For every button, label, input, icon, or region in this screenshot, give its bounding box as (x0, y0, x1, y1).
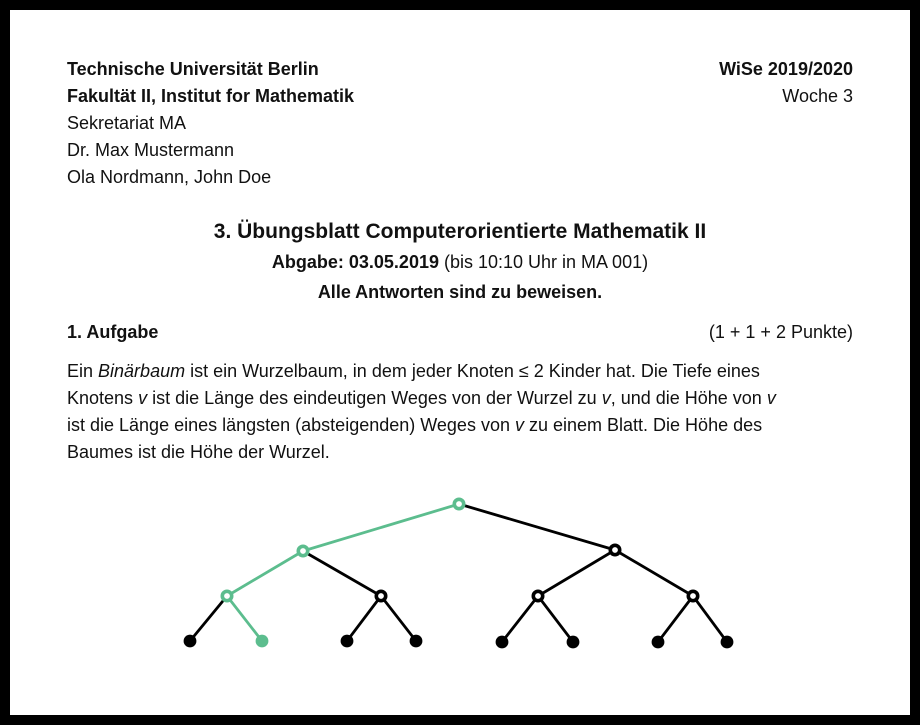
task-row (67, 319, 853, 346)
text-run: Baumes ist die Höhe der Wurzel. (67, 442, 330, 462)
tree-node-RLR (567, 636, 580, 649)
italic-term: v (601, 388, 611, 408)
submission-line (67, 247, 853, 277)
text-run: ist ein Wurzelbaum, in dem jeder Knoten ≤ 2 Kinder hat. Die Tiefe eines (185, 361, 760, 381)
tree-edge-L-LR (303, 551, 381, 596)
header-left (67, 56, 354, 191)
tree-node-LLL (184, 635, 197, 648)
italic-term: v (766, 388, 776, 408)
tree-edge-LL-LLL (190, 596, 227, 641)
tree-node-RRL (652, 636, 665, 649)
tree-node-LRR (410, 635, 423, 648)
task-description (67, 358, 853, 466)
italic-term: Binärbaum (98, 361, 186, 381)
tree-edge-root-L (303, 504, 459, 551)
faculty-name: Fakultät II, Institut for Mathematik (67, 86, 355, 106)
week-label: Woche 3 (782, 86, 853, 106)
tree-node-LR (376, 591, 385, 600)
tree-edge-RR-RRL (658, 596, 693, 642)
task-points: (1 + 1 + 2 Punkte) (708, 322, 853, 342)
document-header (67, 56, 853, 191)
tree-node-RRR (721, 636, 734, 649)
tree-node-root (454, 499, 463, 508)
tree-node-RLL (496, 636, 509, 649)
italic-term: v (514, 415, 524, 435)
text-run: ist die Länge eines längsten (absteigenden) Weges von (67, 415, 515, 435)
tree-edge-root-R (459, 504, 615, 550)
text-run: Knotens (67, 388, 139, 408)
institution-name: Technische Universität Berlin (67, 59, 319, 79)
tree-edge-L-LL (227, 551, 303, 596)
text-run: ist die Länge des eindeutigen Weges von der Wurzel zu (147, 388, 602, 408)
tree-edge-LR-LRR (381, 596, 416, 641)
text-run: , und die Höhe von (610, 388, 767, 408)
italic-term: v (138, 388, 148, 408)
tree-node-RR (688, 591, 697, 600)
text-run: zu einem Blatt. Die Höhe des (523, 415, 763, 435)
paragraph-line (67, 439, 853, 466)
tree-edge-R-RL (538, 550, 615, 596)
semester-label: WiSe 2019/2020 (719, 59, 853, 79)
tree-node-LL (222, 591, 231, 600)
tree-node-LRL (341, 635, 354, 648)
title-block (67, 217, 853, 307)
tree-edge-LR-LRL (347, 596, 381, 641)
tree-edge-RL-RLL (502, 596, 538, 642)
tree-edge-RL-RLR (538, 596, 573, 642)
submission-date: Abgabe: 03.05.2019 (271, 252, 439, 272)
tree-node-L (298, 546, 307, 555)
secretariat: Sekretariat MA (67, 113, 187, 133)
sheet-title: 3. Übungsblatt Computerorientierte Mathematik II (213, 220, 707, 243)
header-right (719, 56, 853, 191)
instruction-note: Alle Antworten sind zu beweisen. (317, 282, 603, 302)
tree-node-LLR (256, 635, 269, 648)
tree-node-R (610, 545, 619, 554)
tree-node-RL (533, 591, 542, 600)
lecturer-name: Dr. Max Mustermann (67, 140, 235, 160)
paragraph-line (67, 385, 853, 412)
tree-edge-RR-RRR (693, 596, 727, 642)
tree-edge-LL-LLR (227, 596, 262, 641)
text-run: Ein (67, 361, 99, 381)
task-label: 1. Aufgabe (67, 322, 159, 342)
paragraph-line (67, 358, 853, 385)
tree-edge-R-RR (615, 550, 693, 596)
paragraph-line (67, 412, 853, 439)
assistants-names: Ola Nordmann, John Doe (67, 167, 272, 187)
submission-details: (bis 10:10 Uhr in MA 001) (438, 252, 649, 272)
